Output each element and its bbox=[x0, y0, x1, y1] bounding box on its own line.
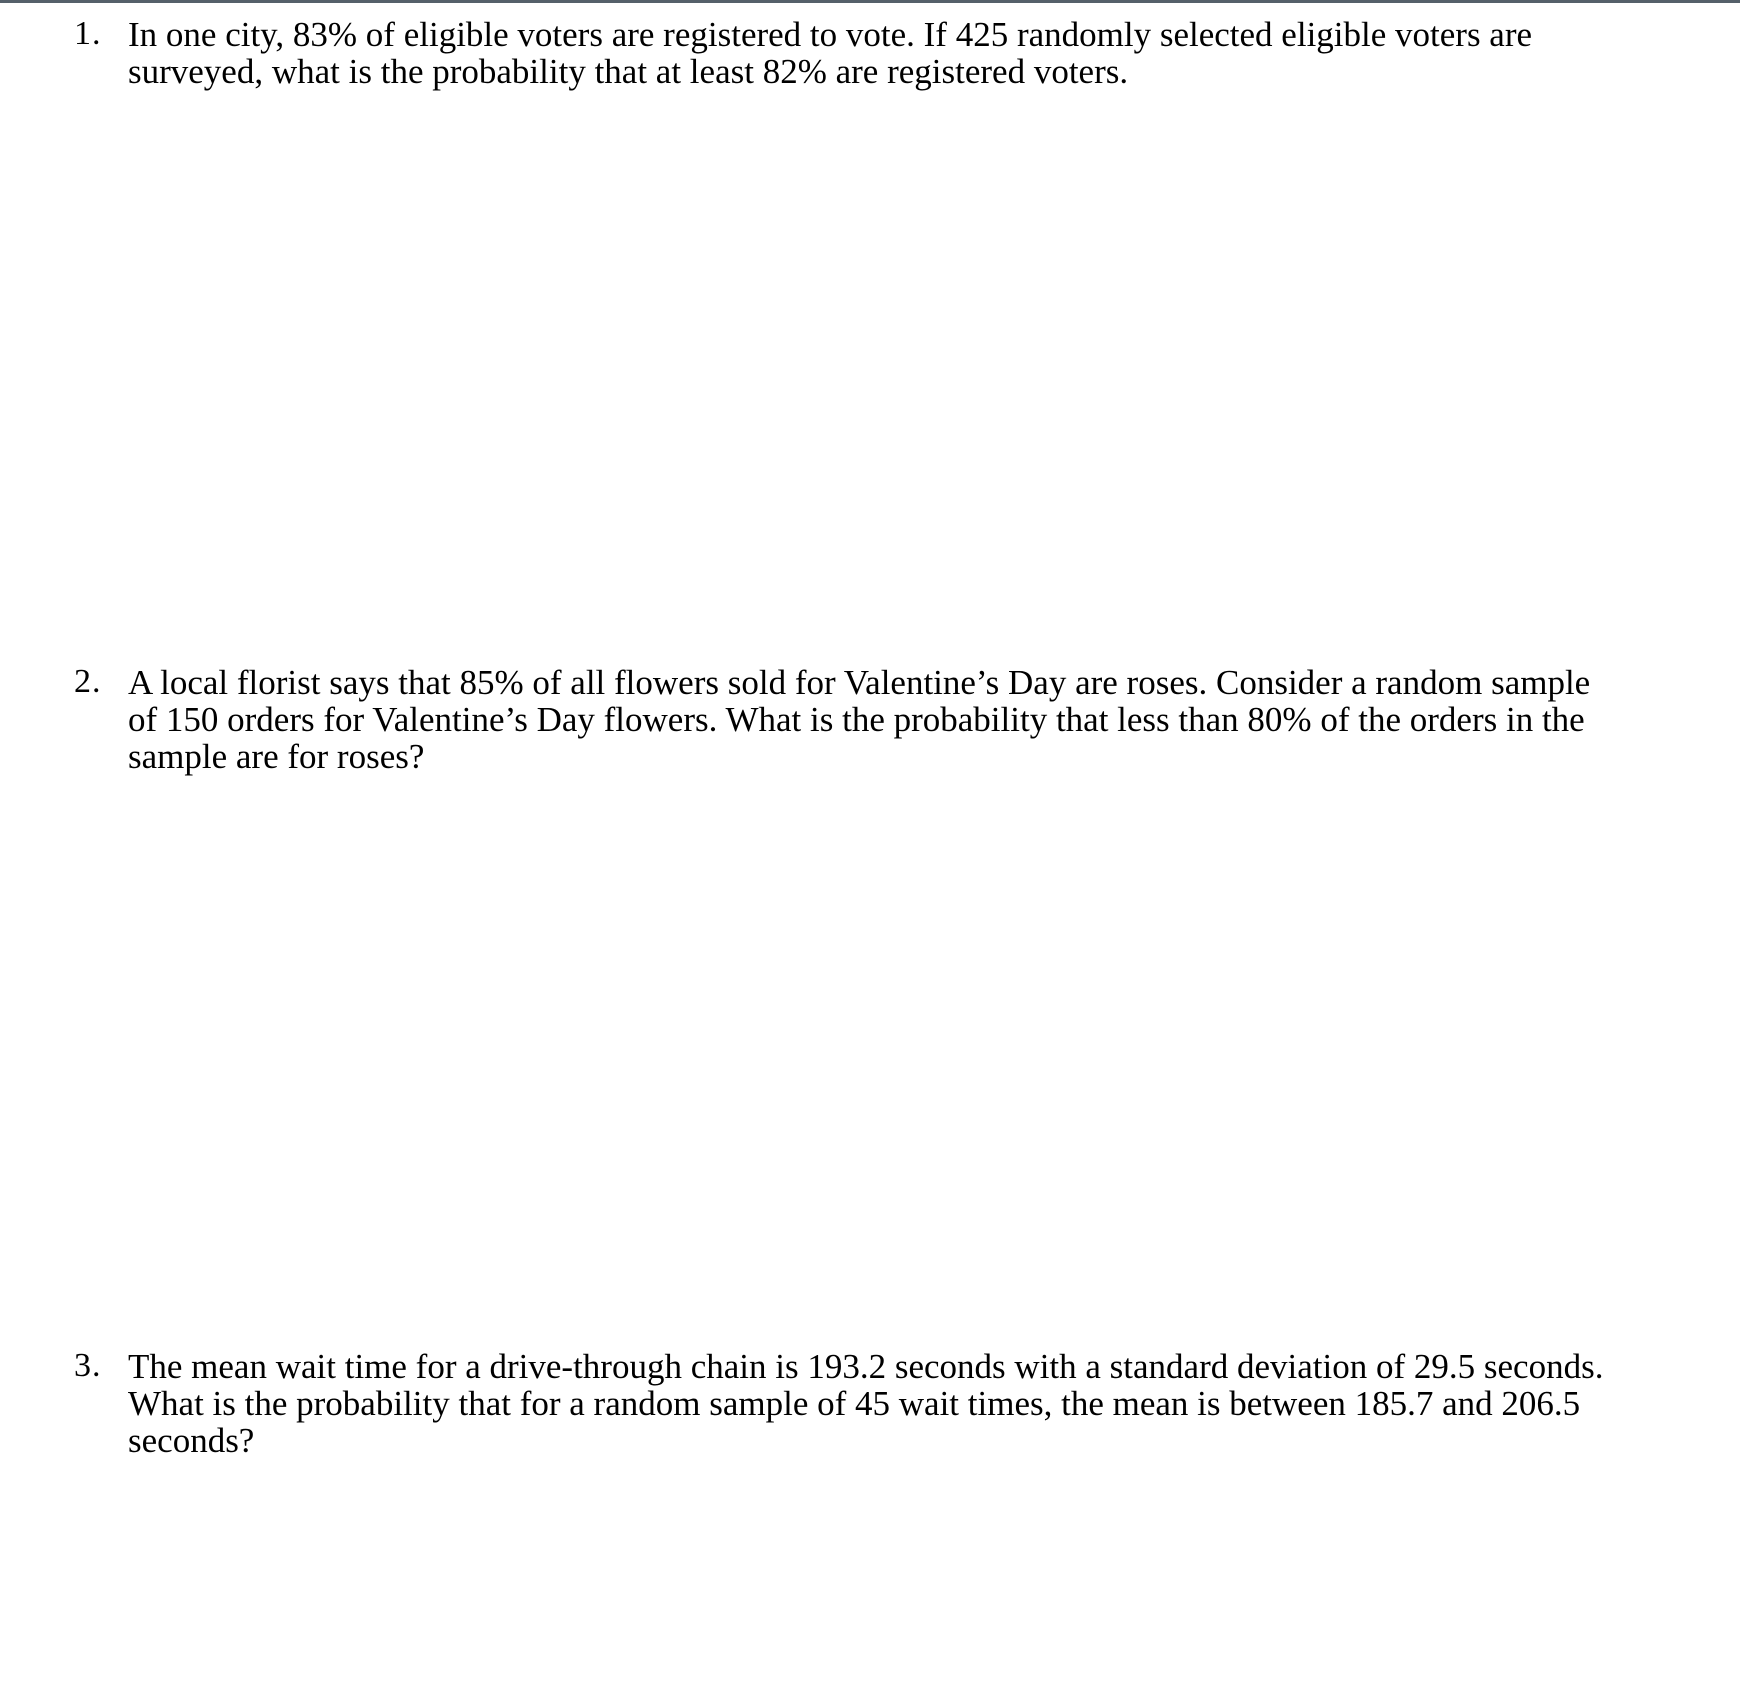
problem-line: surveyed, what is the probability that at least 82% are registered voters. bbox=[128, 52, 1129, 91]
problem-line: What is the probability that for a random sample of 45 wait times, the mean is between 185.7 and 206.5 bbox=[128, 1384, 1581, 1423]
problem-text bbox=[128, 664, 1688, 775]
problem-text bbox=[128, 16, 1688, 90]
problem-line: The mean wait time for a drive-through chain is 193.2 seconds with a standard deviation of 29.5 seconds. bbox=[128, 1347, 1604, 1386]
top-border bbox=[0, 0, 1740, 3]
problem-line: In one city, 83% of eligible voters are registered to vote. If 425 randomly selected eligible voters are bbox=[128, 15, 1533, 54]
problem-line: sample are for roses? bbox=[128, 737, 425, 776]
problem-number: 3. bbox=[74, 1347, 102, 1384]
problem-line: of 150 orders for Valentine’s Day flowers. What is the probability that less than 80% of the orders in the bbox=[128, 700, 1585, 739]
problem-number: 1. bbox=[74, 15, 102, 52]
problem-line: seconds? bbox=[128, 1421, 255, 1460]
problem-line: A local florist says that 85% of all flowers sold for Valentine’s Day are roses. Consider a random sample bbox=[128, 663, 1591, 702]
problem-text bbox=[128, 1348, 1688, 1459]
problem-number: 2. bbox=[74, 663, 102, 700]
